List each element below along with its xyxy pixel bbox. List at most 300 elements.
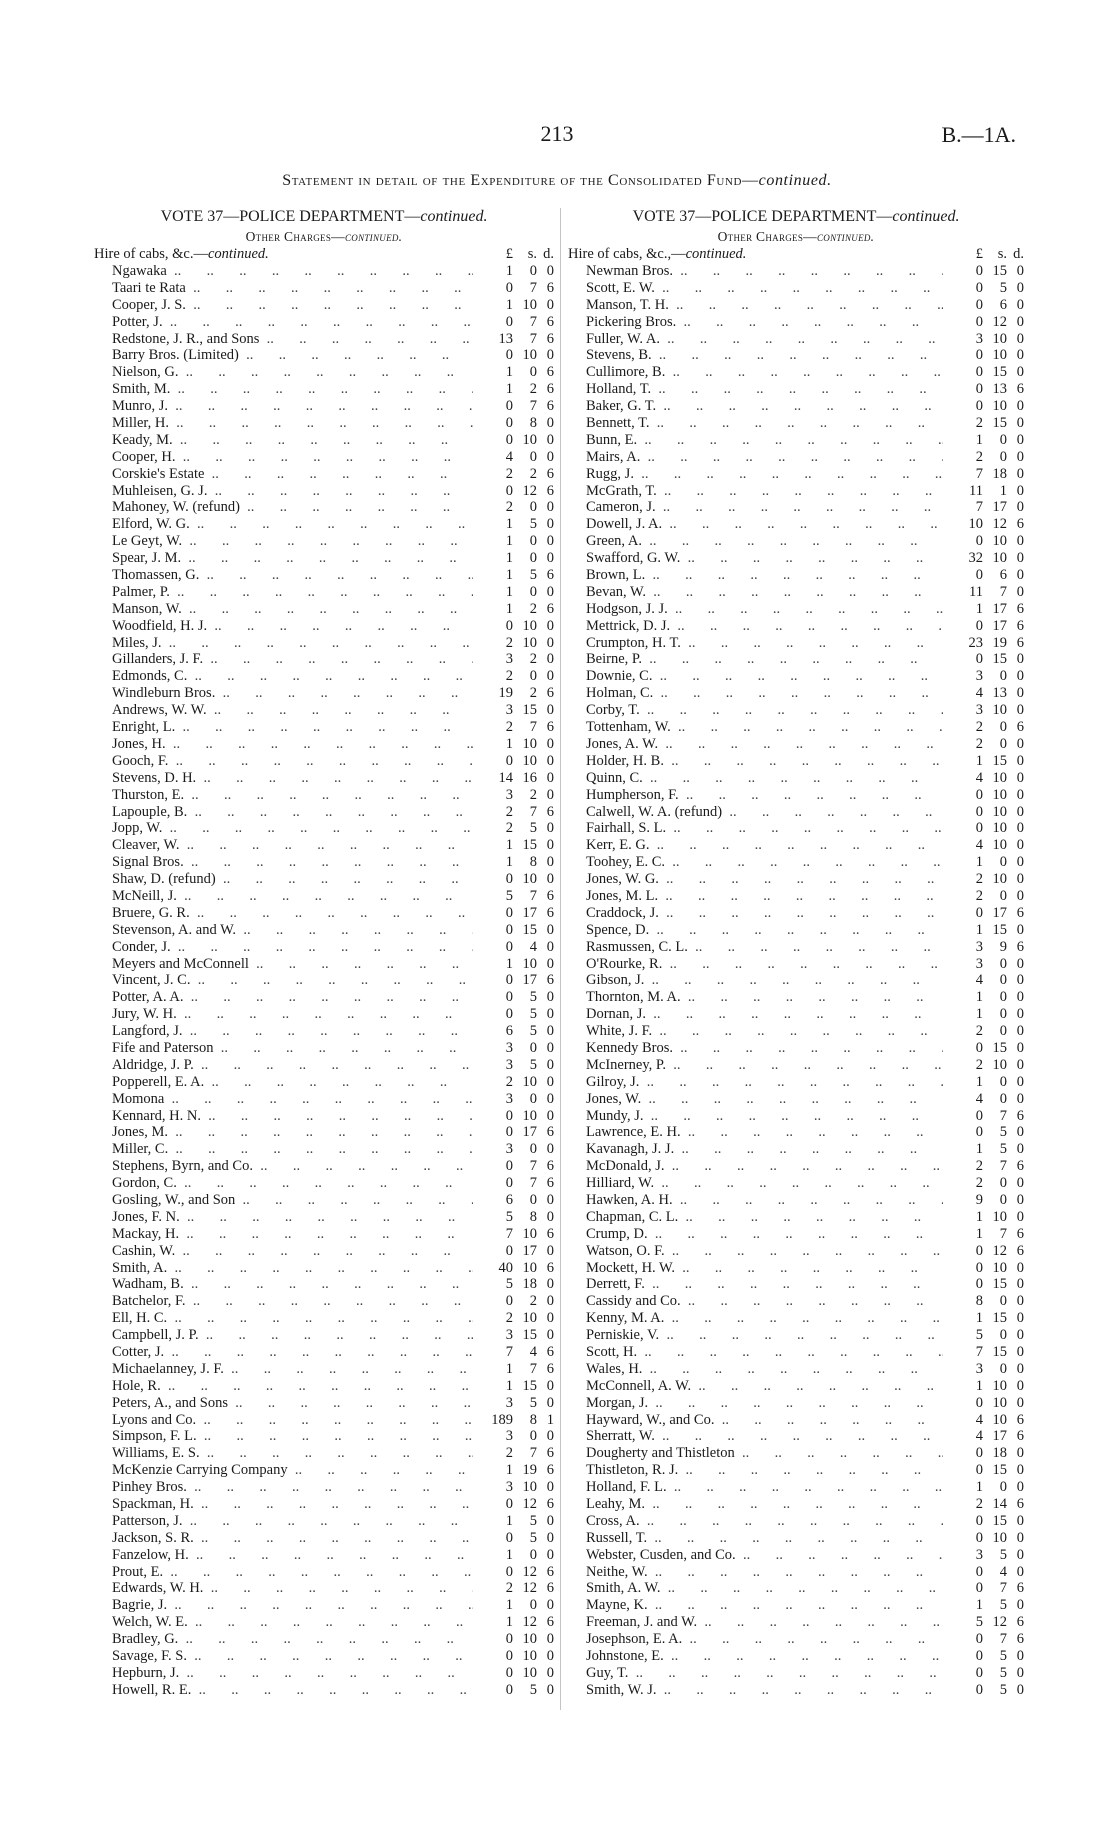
ledger-rows <box>568 263 1024 1699</box>
payee-name: Smith, W. J. .. <box>568 1682 943 1699</box>
pounds-value: 1 <box>975 1073 983 1090</box>
ledger-row <box>94 770 554 787</box>
ledger-row <box>568 719 1024 736</box>
pence-value: 6 <box>1016 1580 1024 1597</box>
ledger-row <box>94 483 554 500</box>
ledger-row <box>94 1040 554 1057</box>
payee-name: Cassidy and Co. .. <box>568 1293 943 1310</box>
ledger-row <box>94 618 554 635</box>
shillings-value: 10 <box>992 702 1007 719</box>
ledger-row <box>568 398 1024 415</box>
ledger-row <box>94 398 554 415</box>
pounds-value: 0 <box>505 1242 513 1259</box>
payee-name: Beirne, P. .. <box>568 651 943 668</box>
ledger-row <box>94 499 554 516</box>
payee-name: Mairs, A. .. <box>568 449 943 466</box>
ledger-row <box>568 263 1024 280</box>
shillings-value: 5 <box>529 1023 537 1040</box>
pence-value: 0 <box>1016 1546 1024 1563</box>
subheading-continued: continued. <box>816 229 875 244</box>
pounds-value: 11 <box>969 583 983 600</box>
ledger-row <box>94 1412 554 1429</box>
ledger-row <box>568 1192 1024 1209</box>
pounds-value: 2 <box>975 1496 983 1513</box>
pence-value: 0 <box>1016 1006 1024 1023</box>
payee-name: Wales, H. .. <box>568 1361 943 1378</box>
pence-value: 0 <box>546 1631 554 1648</box>
pence-value: 6 <box>546 381 554 398</box>
payee-name: Gilroy, J. .. <box>568 1074 943 1091</box>
ledger-row <box>94 871 554 888</box>
payee-name: Guy, T. .. <box>568 1665 943 1682</box>
payee-name: Ngawaka .. <box>94 263 473 280</box>
ledger-row <box>568 1124 1024 1141</box>
pounds-value: 1 <box>975 600 983 617</box>
pounds-value: 3 <box>975 668 983 685</box>
pounds-value: 0 <box>975 1664 983 1681</box>
payee-name: Kerr, E. G. .. <box>568 837 943 854</box>
payee-name: Woodfield, H. J. .. <box>94 618 473 635</box>
pence-value: 0 <box>546 1597 554 1614</box>
payee-name: Lawrence, E. H. .. <box>568 1124 943 1141</box>
shillings-value: 12 <box>522 482 537 499</box>
payee-name: Momona .. <box>94 1091 473 1108</box>
ledger-rows <box>94 263 554 1699</box>
pounds-value: 3 <box>975 1360 983 1377</box>
ledger-row <box>94 702 554 719</box>
ledger-row <box>94 1141 554 1158</box>
pounds-value: 1 <box>505 516 513 533</box>
pence-value: 0 <box>1016 803 1024 820</box>
payee-name: Bevan, W. .. <box>568 584 943 601</box>
ledger-row <box>94 347 554 364</box>
pence-value: 6 <box>546 600 554 617</box>
pence-value: 0 <box>546 702 554 719</box>
pence-value: 0 <box>546 1056 554 1073</box>
shillings-value: 17 <box>522 1242 537 1259</box>
ledger-row <box>568 905 1024 922</box>
ledger-row <box>568 837 1024 854</box>
pounds-value: 3 <box>975 702 983 719</box>
payee-name: Prout, E. .. <box>94 1564 473 1581</box>
ledger-row <box>568 347 1024 364</box>
shillings-value: 5 <box>999 1664 1007 1681</box>
payee-name: Humpherson, F. .. <box>568 787 943 804</box>
pence-value: 0 <box>1016 1648 1024 1665</box>
payee-name: Edmonds, C. .. <box>94 668 473 685</box>
ledger-row <box>568 871 1024 888</box>
ledger-row <box>568 1648 1024 1665</box>
shillings-value: 7 <box>999 1107 1007 1124</box>
ledger-row <box>94 1209 554 1226</box>
pounds-value: 2 <box>975 887 983 904</box>
pounds-value: 0 <box>975 1276 983 1293</box>
pounds-value: 3 <box>505 786 513 803</box>
shillings-value: 10 <box>992 1529 1007 1546</box>
pounds-value: 5 <box>975 1327 983 1344</box>
payee-name: Ell, H. C. .. <box>94 1310 473 1327</box>
payee-name: Peters, A., and Sons .. <box>94 1395 473 1412</box>
vote-heading <box>568 206 1024 227</box>
shillings-value: 7 <box>999 1225 1007 1242</box>
pounds-value: 3 <box>505 1056 513 1073</box>
pounds-value: 40 <box>498 1259 513 1276</box>
pence-value: 0 <box>1016 1039 1024 1056</box>
shillings-value: 10 <box>522 1664 537 1681</box>
pounds-value: 1 <box>975 1225 983 1242</box>
shillings-value: 10 <box>992 330 1007 347</box>
ledger-row <box>568 1530 1024 1547</box>
shillings-value: 12 <box>992 516 1007 533</box>
ledger-row <box>94 685 554 702</box>
shillings-value: 17 <box>992 1428 1007 1445</box>
pounds-value: 1 <box>505 1377 513 1394</box>
ledger-row <box>568 1395 1024 1412</box>
payee-name: Miles, J. .. <box>94 635 473 652</box>
shillings-value: 9 <box>999 938 1007 955</box>
payee-name: Calwell, W. A. (refund) .. <box>568 804 943 821</box>
shillings-value: 10 <box>522 1310 537 1327</box>
pence-value: 0 <box>546 583 554 600</box>
ledger-row <box>568 1547 1024 1564</box>
pounds-value: 3 <box>505 1090 513 1107</box>
payee-name: Meyers and McConnell .. <box>94 956 473 973</box>
payee-name: Mayne, K. .. <box>568 1597 943 1614</box>
pounds-value: 3 <box>505 702 513 719</box>
pence-value: 0 <box>1016 972 1024 989</box>
payee-name: Rugg, J. .. <box>568 466 943 483</box>
ledger-row <box>94 466 554 483</box>
shillings-value: 0 <box>999 989 1007 1006</box>
pounds-value: 0 <box>505 1006 513 1023</box>
shillings-value: 2 <box>529 651 537 668</box>
payee-name: Crump, D. .. <box>568 1226 943 1243</box>
pounds-value: 0 <box>505 279 513 296</box>
ledger-row <box>94 956 554 973</box>
pence-value: 0 <box>1016 702 1024 719</box>
ledger-row <box>568 888 1024 905</box>
payee-name: Jones, A. W. .. <box>568 736 943 753</box>
pounds-value: 1 <box>505 1614 513 1631</box>
shillings-value: 10 <box>522 1631 537 1648</box>
payee-name: White, J. F. .. <box>568 1023 943 1040</box>
pence-value: 0 <box>1016 313 1024 330</box>
pence-value: 0 <box>546 1529 554 1546</box>
ledger-row <box>94 1597 554 1614</box>
payee-name: Jones, W. G. .. <box>568 871 943 888</box>
pence-value: 0 <box>546 1394 554 1411</box>
subheading <box>94 227 554 246</box>
pence-value: 0 <box>1016 1681 1024 1698</box>
ledger-row <box>568 415 1024 432</box>
subheading-main: Other Charges— <box>245 229 345 244</box>
payee-name: Josephson, E. A. .. <box>568 1631 943 1648</box>
shillings-value: 2 <box>529 600 537 617</box>
payee-name: Popperell, E. A. .. <box>94 1074 473 1091</box>
shillings-value: 0 <box>999 1191 1007 1208</box>
payee-name: Fife and Paterson .. <box>94 1040 473 1057</box>
shillings-value: 18 <box>992 1445 1007 1462</box>
pounds-value: 2 <box>505 719 513 736</box>
ledger-row <box>94 567 554 584</box>
ledger-row <box>568 1513 1024 1530</box>
ledger-row <box>94 364 554 381</box>
pence-value: 0 <box>1016 431 1024 448</box>
ledger-row <box>94 1547 554 1564</box>
ledger-row <box>568 1175 1024 1192</box>
section-code: B.—1A. <box>941 122 1016 147</box>
shillings-value: 10 <box>522 871 537 888</box>
pounds-value: 1 <box>975 752 983 769</box>
pounds-value: 0 <box>975 1259 983 1276</box>
pounds-value: 0 <box>505 921 513 938</box>
pounds-value: 0 <box>505 1664 513 1681</box>
pence-value: 6 <box>546 567 554 584</box>
pence-value: 0 <box>1016 347 1024 364</box>
pounds-value: 0 <box>505 313 513 330</box>
pounds-value: 0 <box>975 296 983 313</box>
shillings-value: 18 <box>992 465 1007 482</box>
pounds-value: 1 <box>505 1512 513 1529</box>
pence-value: 0 <box>1016 651 1024 668</box>
ledger-row <box>568 787 1024 804</box>
pounds-value: 0 <box>975 1039 983 1056</box>
pounds-value: 4 <box>975 1411 983 1428</box>
pounds-value: 1 <box>505 583 513 600</box>
pence-value: 0 <box>1016 1056 1024 1073</box>
payee-name: McInerney, P. .. <box>568 1057 943 1074</box>
shillings-value: 5 <box>529 1681 537 1698</box>
pounds-value: 1 <box>505 364 513 381</box>
ledger-row <box>568 1378 1024 1395</box>
shillings-value: 15 <box>992 1276 1007 1293</box>
shillings-value: 15 <box>992 752 1007 769</box>
pounds-value: 4 <box>975 1090 983 1107</box>
pounds-value: 0 <box>975 1242 983 1259</box>
category-label-main: Hire of cabs, &c.,— <box>568 246 686 262</box>
shillings-value: 4 <box>529 938 537 955</box>
ledger-row <box>568 651 1024 668</box>
pounds-value: 2 <box>505 1580 513 1597</box>
shillings-value: 7 <box>999 1580 1007 1597</box>
ledger-row <box>568 939 1024 956</box>
pence-value: 0 <box>1016 769 1024 786</box>
subheading-continued: continued. <box>344 229 403 244</box>
payee-name: Spackman, H. .. <box>94 1496 473 1513</box>
category-label <box>94 246 491 263</box>
shillings-value: 5 <box>999 1124 1007 1141</box>
pence-value: 6 <box>1016 1631 1024 1648</box>
shillings-value: 5 <box>529 1006 537 1023</box>
pence-value: 6 <box>546 1175 554 1192</box>
pounds-value: 3 <box>505 1394 513 1411</box>
ledger-row <box>568 1006 1024 1023</box>
pence-value: 0 <box>1016 1344 1024 1360</box>
shillings-value: 10 <box>992 803 1007 820</box>
pence-value: 0 <box>1016 550 1024 567</box>
shillings-value: 5 <box>999 1648 1007 1665</box>
ledger-row <box>568 1597 1024 1614</box>
shillings-value: 17 <box>522 972 537 989</box>
shillings-value: 10 <box>992 1208 1007 1225</box>
subheading <box>568 227 1024 246</box>
payee-name: Potter, A. A. .. <box>94 989 473 1006</box>
pounds-value: 0 <box>505 989 513 1006</box>
pence-value: 0 <box>546 1664 554 1681</box>
ledger-row <box>94 922 554 939</box>
pence-value: 6 <box>546 482 554 499</box>
payee-name: Stevens, B. .. <box>568 347 943 364</box>
pence-value: 0 <box>1016 1023 1024 1040</box>
ledger-row <box>568 1445 1024 1462</box>
ledger-row <box>94 280 554 297</box>
pence-value: 0 <box>1016 1563 1024 1580</box>
shillings-value: 7 <box>529 1445 537 1462</box>
payee-name: Spear, J. M. .. <box>94 550 473 567</box>
vote-heading-continued: continued. <box>892 208 960 225</box>
ledger-row <box>94 939 554 956</box>
shillings-value: 0 <box>999 668 1007 685</box>
payee-name: Cashin, W. .. <box>94 1243 473 1260</box>
pence-value: 0 <box>546 820 554 837</box>
pounds-value: 10 <box>968 516 983 533</box>
ledger-row <box>568 1091 1024 1108</box>
pounds-value: 1 <box>975 989 983 1006</box>
pence-value: 6 <box>546 279 554 296</box>
pence-value: 0 <box>1016 668 1024 685</box>
pence-value: 0 <box>1016 786 1024 803</box>
payee-name: Cameron, J. .. <box>568 499 943 516</box>
pounds-value: 0 <box>975 347 983 364</box>
pence-value: 0 <box>1016 685 1024 702</box>
pence-value: 0 <box>1016 752 1024 769</box>
pence-value: 0 <box>1016 1529 1024 1546</box>
shillings-value: 0 <box>529 1191 537 1208</box>
pence-value: 0 <box>546 1107 554 1124</box>
shillings-value: 0 <box>999 1023 1007 1040</box>
shillings-value: 0 <box>999 854 1007 871</box>
ledger-row <box>568 668 1024 685</box>
ledger-row <box>94 719 554 736</box>
shillings-value: 5 <box>999 1681 1007 1698</box>
payee-name: Rasmussen, C. L. .. <box>568 939 943 956</box>
payee-name: Barry Bros. (Limited) .. <box>94 347 473 364</box>
pence-value: 0 <box>546 1023 554 1040</box>
ledger-row <box>94 1310 554 1327</box>
ledger-row <box>94 601 554 618</box>
pounds-value: 0 <box>505 1107 513 1124</box>
shillings-value: 10 <box>522 431 537 448</box>
payee-name: Russell, T. .. <box>568 1530 943 1547</box>
ledger-row <box>94 1513 554 1530</box>
pence-value: 0 <box>546 448 554 465</box>
payee-name: Watson, O. F. .. <box>568 1243 943 1260</box>
ledger-row <box>94 1648 554 1665</box>
payee-name: Cross, A. .. <box>568 1513 943 1530</box>
ledger-row <box>94 1124 554 1141</box>
pounds-value: 2 <box>975 871 983 888</box>
pence-value: 6 <box>1016 1428 1024 1445</box>
pounds-value: 0 <box>505 1681 513 1698</box>
pounds-value: 0 <box>975 1529 983 1546</box>
payee-name: Thornton, M. A. .. <box>568 989 943 1006</box>
shillings-value: 10 <box>522 347 537 364</box>
pence-header: d. <box>1013 246 1024 262</box>
payee-name: McNeill, J. .. <box>94 888 473 905</box>
ledger-row <box>94 584 554 601</box>
shillings-value: 13 <box>992 381 1007 398</box>
payee-name: Cooper, J. S. .. <box>94 297 473 314</box>
payee-name: Hilliard, W. .. <box>568 1175 943 1192</box>
payee-name: Baker, G. T. .. <box>568 398 943 415</box>
pence-value: 0 <box>546 347 554 364</box>
payee-name: Kavanagh, J. J. .. <box>568 1141 943 1158</box>
shillings-value: 5 <box>999 1597 1007 1614</box>
pence-value: 0 <box>1016 1124 1024 1141</box>
shillings-value: 0 <box>529 1597 537 1614</box>
payee-name: Spence, D. .. <box>568 922 943 939</box>
payee-name: Howell, R. E. .. <box>94 1682 473 1699</box>
pence-value: 0 <box>546 837 554 854</box>
pounds-value: 1 <box>975 431 983 448</box>
pounds-value: 7 <box>975 499 983 516</box>
pence-value: 6 <box>546 972 554 989</box>
pence-value: 6 <box>1016 719 1024 736</box>
payee-name: Cotter, J. .. <box>94 1344 473 1361</box>
ledger-row <box>568 770 1024 787</box>
payee-name: Jopp, W. .. <box>94 820 473 837</box>
shillings-value: 15 <box>992 1512 1007 1529</box>
ledger-row <box>568 753 1024 770</box>
payee-name: Savage, F. S. .. <box>94 1648 473 1665</box>
pence-value: 6 <box>1016 904 1024 921</box>
shillings-value: 10 <box>992 786 1007 803</box>
pence-value: 0 <box>546 769 554 786</box>
ledger-row <box>568 1462 1024 1479</box>
column-header-row <box>94 246 554 263</box>
shillings-value: 8 <box>529 415 537 432</box>
payee-name: Hayward, W., and Co. .. <box>568 1412 943 1429</box>
pence-value: 6 <box>1016 1107 1024 1124</box>
pounds-value: 2 <box>505 668 513 685</box>
shillings-value: 0 <box>529 364 537 381</box>
pence-value: 0 <box>546 1428 554 1445</box>
pounds-value: 3 <box>975 330 983 347</box>
pounds-value: 11 <box>969 482 983 499</box>
payee-name: Chapman, C. L. .. <box>568 1209 943 1226</box>
statement-title-main: Statement in detail of the Expenditure of the Consolidated Fund— <box>282 172 759 189</box>
pounds-value: 1 <box>505 381 513 398</box>
ledger-row <box>568 1057 1024 1074</box>
shillings-value: 5 <box>529 516 537 533</box>
pence-value: 0 <box>1016 921 1024 938</box>
ledger-row <box>94 989 554 1006</box>
ledger-row <box>94 1614 554 1631</box>
pounds-value: 1 <box>975 1141 983 1158</box>
ledger-row <box>94 1344 554 1361</box>
pence-value: 0 <box>1016 820 1024 837</box>
pounds-value: 3 <box>505 1479 513 1496</box>
ledger-row <box>568 1496 1024 1513</box>
pounds-value: 4 <box>975 972 983 989</box>
pounds-value: 0 <box>505 1496 513 1513</box>
ledger-row <box>94 1091 554 1108</box>
pounds-value: 1 <box>505 1360 513 1377</box>
pounds-value: 1 <box>505 600 513 617</box>
ledger-row <box>94 736 554 753</box>
ledger-row <box>568 1614 1024 1631</box>
shillings-value: 2 <box>529 786 537 803</box>
